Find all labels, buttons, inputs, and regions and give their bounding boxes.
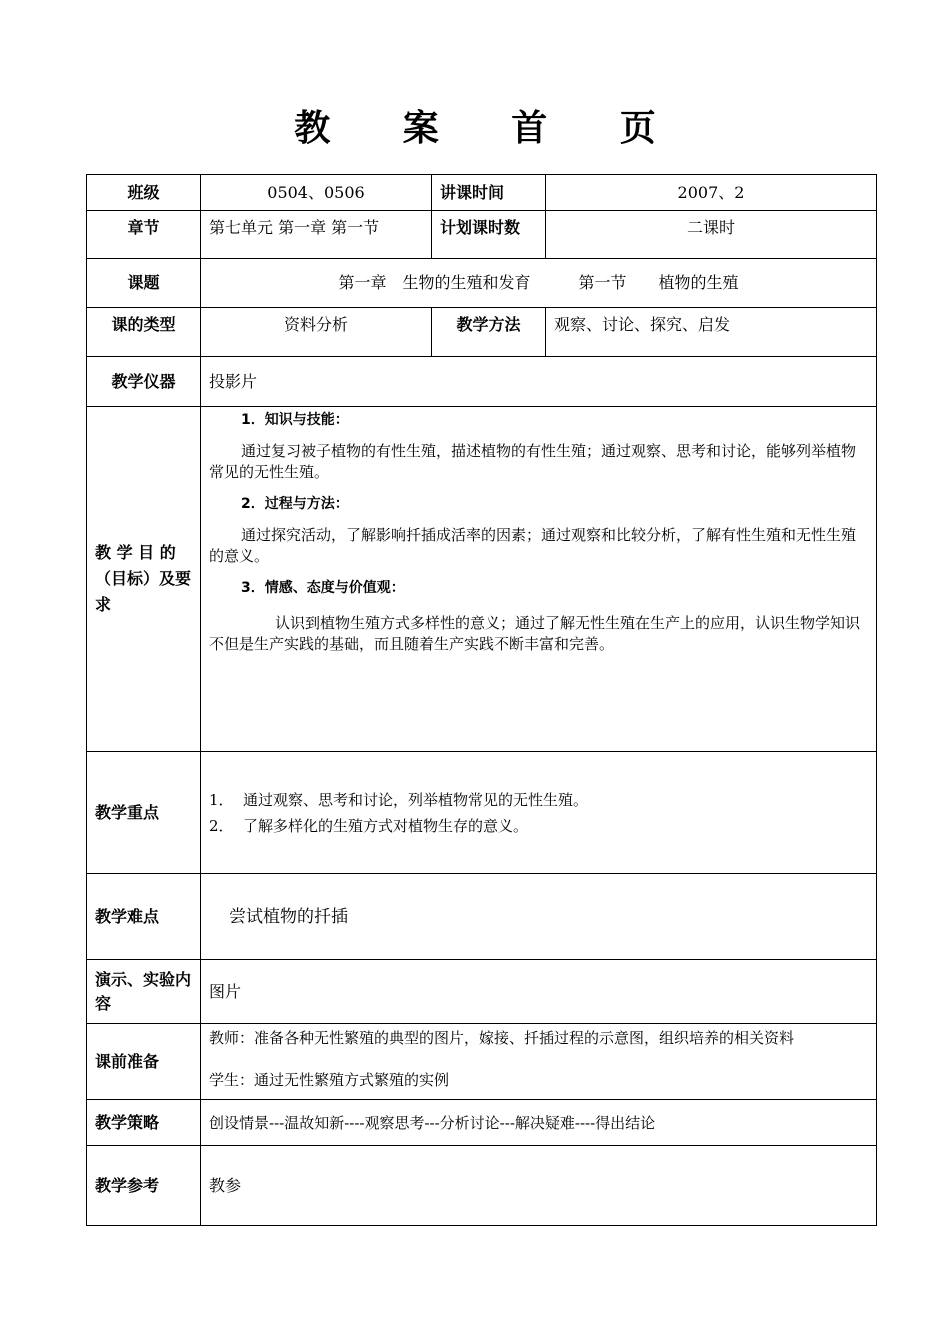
label-strategy: 教学策略 (87, 1100, 201, 1146)
row-class (87, 175, 877, 211)
label-key-points: 教学重点 (87, 752, 201, 874)
row-objectives (87, 407, 877, 752)
row-reference (87, 1146, 877, 1226)
label-method: 教学方法 (432, 308, 546, 357)
row-difficulty (87, 874, 877, 960)
value-type: 资料分析 (201, 308, 432, 357)
row-equipment (87, 357, 877, 407)
value-chapter: 第七单元 第一章 第一节 (201, 211, 432, 259)
row-chapter (87, 211, 877, 259)
label-class: 班级 (87, 175, 201, 211)
row-prep (87, 1024, 877, 1100)
objective-text-2: 通过探究活动，了解影响扦插成活率的因素；通过观察和比较分析，了解有性生殖和无性生殖的意义。 (209, 526, 857, 565)
row-demo (87, 960, 877, 1024)
objective-heading-3: 3．情感、态度与价值观： (241, 580, 405, 596)
value-class: 0504、0506 (201, 175, 432, 211)
value-time: 2007、2 (546, 175, 877, 211)
label-prep: 课前准备 (87, 1024, 201, 1100)
value-equipment: 投影片 (201, 357, 877, 407)
label-hours: 计划课时数 (432, 211, 546, 259)
label-equipment: 教学仪器 (87, 357, 201, 407)
lesson-plan-table (86, 174, 877, 1226)
prep-student: 学生：通过无性繁殖方式繁殖的实例 (209, 1071, 450, 1089)
value-topic: 第一章 生物的生殖和发育 第一节 植物的生殖 (201, 259, 877, 308)
label-demo: 演示、实验内容 (87, 960, 201, 1024)
row-topic (87, 259, 877, 308)
key-point-1: 1． 通过观察、思考和讨论，列举植物常见的无性生殖。 (209, 790, 589, 809)
value-hours: 二课时 (546, 211, 877, 259)
value-difficulty: 尝试植物的扦插 (201, 874, 877, 960)
value-objectives (201, 407, 877, 752)
label-chapter: 章节 (87, 211, 201, 259)
label-reference: 教学参考 (87, 1146, 201, 1226)
objective-text-3: 认识到植物生殖方式多样性的意义；通过了解无性生殖在生产上的应用，认识生物学知识不但是生产实践的基础，而且随着生产实践不断丰富和完善。 (209, 614, 861, 653)
objective-heading-1: 1．知识与技能： (241, 412, 349, 428)
label-objectives: 教 学 目 的（目标）及要求 (87, 407, 201, 752)
value-demo: 图片 (201, 960, 877, 1024)
label-topic: 课题 (87, 259, 201, 308)
row-key-points (87, 752, 877, 874)
objective-heading-2: 2．过程与方法： (241, 496, 349, 512)
value-method: 观察、讨论、探究、启发 (546, 308, 877, 357)
objective-text-1: 通过复习被子植物的有性生殖，描述植物的有性生殖；通过观察、思考和讨论，能够列举植物常见的无性生殖。 (209, 442, 857, 481)
value-strategy: 创设情景---温故知新----观察思考---分析讨论---解决疑难----得出结论 (201, 1100, 877, 1146)
value-prep (201, 1024, 877, 1100)
row-type (87, 308, 877, 357)
page-title: 教 案 首 页 (294, 108, 686, 149)
row-strategy (87, 1100, 877, 1146)
label-time: 讲课时间 (432, 175, 546, 211)
label-difficulty: 教学难点 (87, 874, 201, 960)
value-key-points (201, 752, 877, 874)
prep-teacher: 教师：准备各种无性繁殖的典型的图片，嫁接、扦插过程的示意图，组织培养的相关资料 (209, 1029, 795, 1047)
value-reference: 教参 (201, 1146, 877, 1226)
label-type: 课的类型 (87, 308, 201, 357)
key-point-2: 2． 了解多样化的生殖方式对植物生存的意义。 (209, 816, 529, 835)
